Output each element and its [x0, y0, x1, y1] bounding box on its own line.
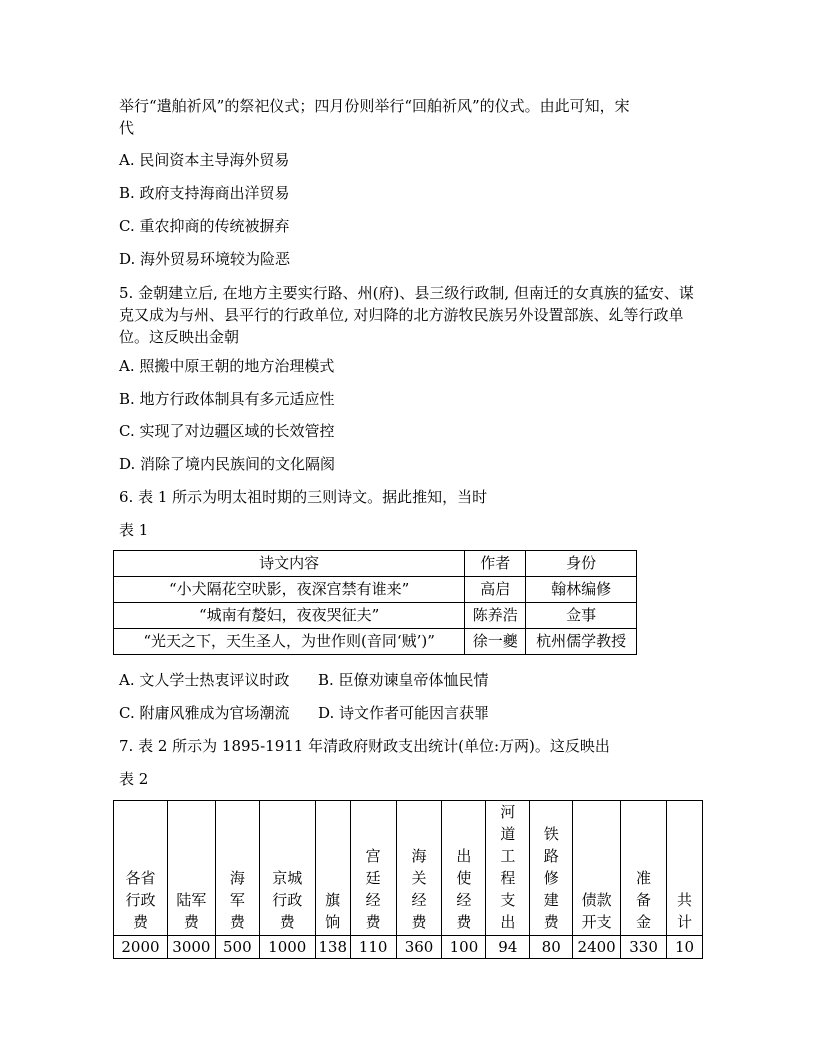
table-cell: 360	[396, 936, 442, 959]
table-header-cell: 准备金	[621, 801, 667, 936]
q4-option-d: D. 海外贸易环境较为险恶	[119, 250, 291, 268]
table-cell: 10	[667, 936, 703, 959]
table-cell: 3000	[167, 936, 215, 959]
q4-stem-line2: 代	[119, 119, 135, 137]
q6-option-b: B. 臣僚劝谏皇帝体恤民情	[318, 671, 489, 689]
table-cell: 500	[215, 936, 259, 959]
table-header-cell: 铁路修建费	[530, 801, 573, 936]
table-header-cell: 债款开支	[573, 801, 621, 936]
table-header-cell: 海关经费	[396, 801, 442, 936]
table-header-cell: 海军费	[215, 801, 259, 936]
table-row	[114, 603, 637, 629]
table-cell: 80	[530, 936, 573, 959]
q7-stem: 7. 表 2 所示为 1895-1911 年清政府财政支出统计(单位:万两)。这反映出	[119, 737, 610, 755]
table-row	[114, 936, 703, 959]
table-cell: 94	[486, 936, 530, 959]
table-cell: 高启	[465, 577, 526, 603]
q5-option-c: C. 实现了对边疆区域的长效管控	[119, 422, 335, 440]
q5-option-d: D. 消除了境内民族间的文化隔阂	[119, 455, 336, 473]
table-cell: 100	[442, 936, 486, 959]
table-row	[114, 629, 637, 655]
expenditure-table	[113, 800, 703, 959]
table-cell: “光天之下，天生圣人，为世作则(音同‘贼’)”	[114, 629, 465, 655]
table-header-cell: 各省行政费	[114, 801, 168, 936]
table-cell: 翰林编修	[526, 577, 637, 603]
table-cell: 佥事	[526, 603, 637, 629]
table-cell: 陈养浩	[465, 603, 526, 629]
q5-option-b: B. 地方行政体制具有多元适应性	[119, 390, 335, 408]
q4-option-a: A. 民间资本主导海外贸易	[119, 151, 290, 169]
q4-stem-line1: 举行“遣舶祈风”的祭祀仪式；四月份则举行“回舶祈风”的仪式。由此可知，宋	[119, 97, 630, 115]
q6-option-c: C. 附庸风雅成为官场潮流	[119, 704, 290, 722]
q6-option-d: D. 诗文作者可能因言获罪	[318, 704, 490, 722]
q6-option-a: A. 文人学士热衷评议时政	[119, 671, 290, 689]
table-cell: 2000	[114, 936, 168, 959]
table-cell: 330	[621, 936, 667, 959]
table-header-cell: 诗文内容	[114, 551, 465, 577]
table-header-cell: 宫廷经费	[350, 801, 396, 936]
table-header-cell: 身份	[526, 551, 637, 577]
table-header-cell: 陆军费	[167, 801, 215, 936]
poetry-table	[113, 550, 637, 655]
table-cell: “城南有嫠妇，夜夜哭征夫”	[114, 603, 465, 629]
q5-option-a: A. 照搬中原王朝的地方治理模式	[119, 357, 335, 375]
table-cell: 1000	[259, 936, 315, 959]
table-header-cell: 作者	[465, 551, 526, 577]
table-cell: 138	[315, 936, 350, 959]
table-header-row	[114, 801, 703, 936]
table-cell: 110	[350, 936, 396, 959]
table-cell: 2400	[573, 936, 621, 959]
q5-stem: 5. 金朝建立后, 在地方主要实行路、州(府)、县三级行政制, 但南迁的女真族的猛安、谋克又成为与州、县平行的行政单位, 对归降的北方游牧民族另外设置部族、乣等行政单位。这反映出金朝	[119, 284, 694, 346]
table-cell: “小犬隔花空吠影，夜深宫禁有谁来”	[114, 577, 465, 603]
q4-option-b: B. 政府支持海商出洋贸易	[119, 184, 290, 202]
q4-option-c: C. 重农抑商的传统被摒弃	[119, 217, 290, 235]
table-cell: 徐一夔	[465, 629, 526, 655]
table-header-row	[114, 551, 637, 577]
table-header-cell: 共计	[667, 801, 703, 936]
table-cell: 杭州儒学教授	[526, 629, 637, 655]
table-row	[114, 577, 637, 603]
table-header-cell: 旗饷	[315, 801, 350, 936]
table-header-cell: 河道工程支出	[486, 801, 530, 936]
q6-stem: 6. 表 1 所示为明太祖时期的三则诗文。据此推知，当时	[119, 488, 488, 506]
q7-table-label: 表 2	[119, 770, 149, 788]
table-header-cell: 出使经费	[442, 801, 486, 936]
table-header-cell: 京城行政费	[259, 801, 315, 936]
q6-table-label: 表 1	[119, 521, 149, 539]
